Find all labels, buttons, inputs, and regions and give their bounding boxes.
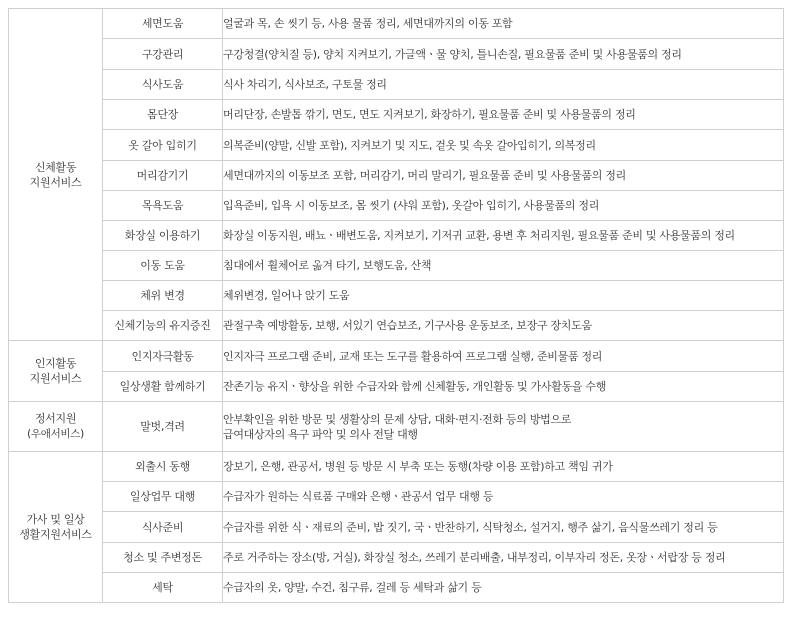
description-line: 체위변경, 일어나 앉기 도움 [223,289,350,302]
table-row [9,452,784,482]
category-label-line: 지원서비스 [29,175,82,189]
category-label-line: 생활지원서비스 [19,528,92,541]
description-line: 수급자가 원하는 식료품 구매와 은행ㆍ관공서 업무 대행 등 [223,490,494,503]
table-row [9,311,784,341]
service-item-name: 이동 도움 [103,251,223,281]
table-row [9,130,784,161]
service-item-description [223,482,784,512]
category-label-line: 인지활동 [34,357,77,370]
table-row [9,372,784,402]
service-item-description [223,130,784,161]
service-item-name: 청소 및 주변정돈 [103,543,223,573]
category-cell [9,9,103,341]
category-label-line: 정서지원 [34,412,77,425]
table-row [9,251,784,281]
service-item-description [223,341,784,372]
table-row [9,573,784,603]
table-row [9,512,784,543]
service-item-description [223,191,784,221]
service-item-description [223,9,784,39]
description-line: 수급자를 위한 식ㆍ재료의 준비, 밥 짓기, 국ㆍ반찬하기, 식탁청소, 설거지, 행주 삶기, 음식물쓰레기 정리 등 [223,520,718,534]
description-line: 입욕준비, 입욕 시 이동보조, 몸 씻기 (샤워 포함), 옷갈아 입히기, 사용물품의 정리 [223,199,600,212]
description-line: 머리단장, 손발톱 깎기, 면도, 면도 지켜보기, 화장하기, 필요물품 준비 및 사용물품의 정리 [223,108,636,121]
service-item-description [223,372,784,402]
table-row [9,39,784,70]
service-item-name: 세탁 [103,573,223,603]
description-line: 관절구축 예방활동, 보행, 서있기 연습보조, 기구사용 운동보조, 보장구 장치도움 [223,319,592,332]
description-line: 침대에서 휠체어로 옮겨 타기, 보행도움, 산책 [223,259,432,272]
table-row [9,161,784,191]
service-item-name: 머리감기기 [103,161,223,191]
service-item-name: 옷 갈아 입히기 [103,130,223,161]
table-row [9,70,784,100]
service-item-name: 식사도움 [103,70,223,100]
description-line: 인지자극 프로그램 준비, 교재 또는 도구를 활용하여 프로그램 실행, 준비물품 정리 [223,349,603,363]
description-line: 급여대상자의 욕구 파악 및 의사 전달 대행 [223,427,418,441]
service-item-name: 말벗,격려 [103,402,223,452]
service-item-name: 목욕도움 [103,191,223,221]
service-item-description [223,543,784,573]
description-line: 수급자의 옷, 양말, 수건, 침구류, 걸레 등 세탁과 삶기 등 [223,581,482,594]
description-line: 얼굴과 목, 손 씻기 등, 사용 물품 정리, 세면대까지의 이동 포함 [223,17,513,30]
category-cell [9,341,103,402]
service-item-name: 일상업무 대행 [103,482,223,512]
service-table-body [9,9,784,603]
table-row [9,482,784,512]
category-label-line: 가사 및 일상 [26,513,85,526]
service-item-name: 세면도움 [103,9,223,39]
description-line: 잔존기능 유지ㆍ향상을 위한 수급자와 함께 신체활동, 개인활동 및 가사활동을 수행 [223,380,607,393]
service-item-name: 몸단장 [103,100,223,130]
service-item-name: 화장실 이용하기 [103,221,223,251]
table-row [9,402,784,452]
category-cell [9,402,103,452]
service-item-description [223,311,784,341]
service-item-name: 신체기능의 유지증진 [103,311,223,341]
service-item-name: 체위 변경 [103,281,223,311]
service-item-description [223,281,784,311]
service-item-description [223,251,784,281]
service-item-description [223,512,784,543]
service-item-description [223,452,784,482]
description-line: 구강청결(양치질 등), 양치 지켜보기, 가글액ㆍ물 양치, 틀니손질, 필요물품 준비 및 사용물품의 정리 [223,47,682,61]
table-row [9,191,784,221]
service-table [8,8,784,603]
category-label-line: 신체활동 [34,160,77,174]
description-line: 세면대까지의 이동보조 포함, 머리감기, 머리 말리기, 필요물품 준비 및 사용물품의 정리 [223,169,626,182]
table-row [9,100,784,130]
service-item-description [223,573,784,603]
description-line: 안부확인을 위한 방문 및 생활상의 문제 상담, 대화·편지·전화 등의 방법으로 [223,412,572,426]
description-line: 장보기, 은행, 관공서, 병원 등 방문 시 부축 또는 동행(차량 이용 포함)하고 책임 귀가 [223,460,613,473]
service-item-description [223,70,784,100]
service-item-description [223,161,784,191]
category-label-line: 지원서비스 [29,372,82,385]
description-line: 화장실 이동지원, 배뇨ㆍ배변도움, 지켜보기, 기저귀 교환, 용변 후 처리지원, 필요물품 준비 및 사용물품의 정리 [223,229,735,242]
table-row [9,341,784,372]
table-row [9,543,784,573]
service-item-description [223,39,784,70]
service-item-name: 구강관리 [103,39,223,70]
service-item-description [223,221,784,251]
service-item-name: 외출시 동행 [103,452,223,482]
service-item-name: 일상생활 함께하기 [103,372,223,402]
service-item-description [223,402,784,452]
table-row [9,221,784,251]
description-line: 의복준비(양말, 신발 포함), 지켜보기 및 지도, 겉옷 및 속옷 갈아입히기, 의복정리 [223,138,596,152]
service-item-description [223,100,784,130]
service-item-name: 식사준비 [103,512,223,543]
description-line: 주로 거주하는 장소(방, 거실), 화장실 청소, 쓰레기 분리배출, 내부정리, 이부자리 정돈, 옷장ㆍ서랍장 등 정리 [223,551,726,564]
table-row [9,9,784,39]
category-cell [9,452,103,603]
description-line: 식사 차리기, 식사보조, 구토물 정리 [223,78,387,91]
category-sub-label: (우애서비스) [27,428,84,440]
service-item-name: 인지자극활동 [103,341,223,372]
table-row [9,281,784,311]
